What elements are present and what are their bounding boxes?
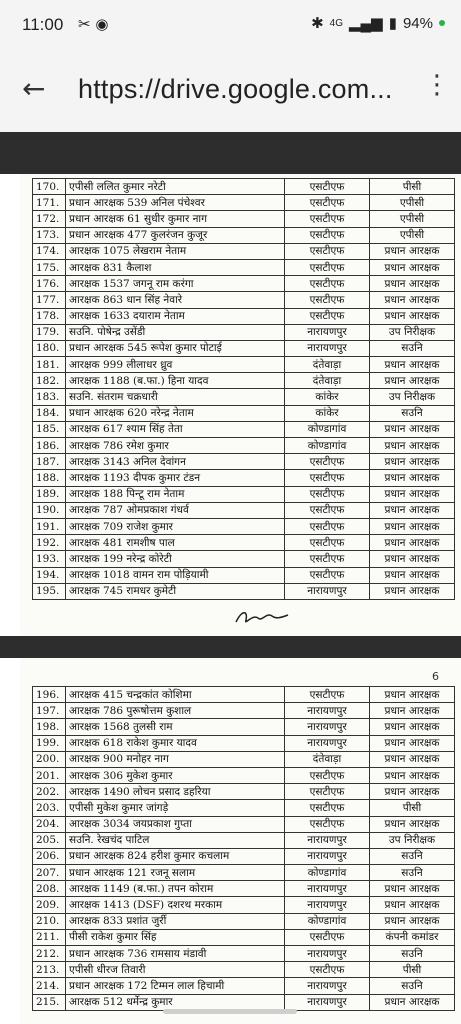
- signal-icon: ▂▄▆: [349, 15, 383, 32]
- serial-number: 189.: [33, 486, 66, 502]
- document-page-2: [20, 658, 461, 1024]
- unit-cell: एसटीएफ: [285, 227, 370, 243]
- name-cell: आरक्षक 306 मुकेश कुमार: [66, 767, 285, 783]
- serial-number: 197.: [33, 703, 66, 719]
- table-row: [33, 816, 455, 832]
- name-cell: एपीसी धीरज तिवारी: [66, 962, 285, 978]
- name-cell: आरक्षक 863 धान सिंह नेवारे: [66, 292, 285, 308]
- serial-number: 207.: [33, 865, 66, 881]
- serial-number: 188.: [33, 470, 66, 486]
- status-right: [311, 14, 445, 32]
- table-row: [33, 865, 455, 881]
- unit-cell: एसटीएफ: [285, 211, 370, 227]
- unit-cell: एसटीएफ: [285, 816, 370, 832]
- table-row: [33, 438, 455, 454]
- name-cell: आरक्षक 786 रमेश कुमार: [66, 438, 285, 454]
- designation-cell: प्रधान आरक्षक: [370, 913, 455, 929]
- serial-number: 177.: [33, 292, 66, 308]
- unit-cell: एसटीएफ: [285, 962, 370, 978]
- designation-cell: सउनि: [370, 405, 455, 421]
- designation-cell: प्रधान आरक्षक: [370, 897, 455, 913]
- table-row: [33, 848, 455, 864]
- designation-cell: पीसी: [370, 179, 455, 195]
- table-row: [33, 486, 455, 502]
- personnel-table-page-1: [32, 178, 455, 600]
- unit-cell: कोण्डागांव: [285, 865, 370, 881]
- name-cell: आरक्षक 1193 दीपक कुमार टंडन: [66, 470, 285, 486]
- unit-cell: कोण्डागांव: [285, 913, 370, 929]
- table-row: [33, 470, 455, 486]
- name-cell: एपीसी मुकेश कुमार जांगड़े: [66, 800, 285, 816]
- unit-cell: एसटीएफ: [285, 195, 370, 211]
- designation-cell: प्रधान आरक्षक: [370, 535, 455, 551]
- table-row: [33, 405, 455, 421]
- table-row: [33, 751, 455, 767]
- name-cell: प्रधान आरक्षक 61 सुधीर कुमार नाग: [66, 211, 285, 227]
- name-cell: आरक्षक 831 कैलाश: [66, 259, 285, 275]
- designation-cell: प्रधान आरक्षक: [370, 719, 455, 735]
- name-cell: आरक्षक 1490 लोचन प्रसाद डहरिया: [66, 784, 285, 800]
- designation-cell: प्रधान आरक्षक: [370, 784, 455, 800]
- name-cell: प्रधान आरक्षक 545 रूपेश कुमार पोटाई: [66, 340, 285, 356]
- serial-number: 190.: [33, 502, 66, 518]
- designation-cell: सउनि: [370, 340, 455, 356]
- unit-cell: एसटीएफ: [285, 292, 370, 308]
- table-row: [33, 195, 455, 211]
- name-cell: आरक्षक 512 धर्मेन्द्र कुमार: [66, 994, 285, 1010]
- serial-number: 187.: [33, 454, 66, 470]
- unit-cell: एसटीएफ: [285, 687, 370, 703]
- unit-cell: नारायणपुर: [285, 719, 370, 735]
- designation-cell: सउनि: [370, 978, 455, 994]
- unit-cell: एसटीएफ: [285, 243, 370, 259]
- table-row: [33, 535, 455, 551]
- serial-number: 178.: [33, 308, 66, 324]
- unit-cell: एसटीएफ: [285, 535, 370, 551]
- name-cell: प्रधान आरक्षक 824 हरीश कुमार कचलाम: [66, 848, 285, 864]
- designation-cell: प्रधान आरक्षक: [370, 751, 455, 767]
- name-cell: आरक्षक 833 प्रशांत जुर्री: [66, 913, 285, 929]
- table-row: [33, 340, 455, 356]
- designation-cell: प्रधान आरक्षक: [370, 486, 455, 502]
- table-row: [33, 978, 455, 994]
- status-time: 11:00: [22, 15, 64, 34]
- table-row: [33, 276, 455, 292]
- serial-number: 175.: [33, 259, 66, 275]
- designation-cell: पीसी: [370, 800, 455, 816]
- serial-number: 206.: [33, 848, 66, 864]
- unit-cell: एसटीएफ: [285, 518, 370, 534]
- name-cell: आरक्षक 3034 जयप्रकाश गुप्ता: [66, 816, 285, 832]
- more-menu-icon[interactable]: ⋮: [424, 70, 450, 100]
- serial-number: 200.: [33, 751, 66, 767]
- notification-icons: ✂ ◉: [78, 15, 109, 33]
- table-row: [33, 897, 455, 913]
- unit-cell: नारायणपुर: [285, 978, 370, 994]
- designation-cell: प्रधान आरक्षक: [370, 276, 455, 292]
- unit-cell: नारायणपुर: [285, 848, 370, 864]
- name-cell: आरक्षक 617 श्याम सिंह तेता: [66, 421, 285, 437]
- name-cell: आरक्षक 481 रामशीष पाल: [66, 535, 285, 551]
- table-row: [33, 389, 455, 405]
- table-row: [33, 243, 455, 259]
- serial-number: 212.: [33, 946, 66, 962]
- unit-cell: दंतेवाड़ा: [285, 751, 370, 767]
- designation-cell: प्रधान आरक्षक: [370, 551, 455, 567]
- serial-number: 196.: [33, 687, 66, 703]
- signature: [232, 604, 292, 634]
- serial-number: 199.: [33, 735, 66, 751]
- table-row: [33, 800, 455, 816]
- serial-number: 213.: [33, 962, 66, 978]
- serial-number: 170.: [33, 179, 66, 195]
- unit-cell: नारायणपुर: [285, 994, 370, 1010]
- table-row: [33, 308, 455, 324]
- name-cell: आरक्षक 787 ओमप्रकाश गंधर्व: [66, 502, 285, 518]
- unit-cell: कांकेर: [285, 405, 370, 421]
- name-cell: प्रधान आरक्षक 121 रजनू सलाम: [66, 865, 285, 881]
- serial-number: 211.: [33, 929, 66, 945]
- table-row: [33, 454, 455, 470]
- designation-cell: प्रधान आरक्षक: [370, 454, 455, 470]
- name-cell: आरक्षक 1568 तुलसी राम: [66, 719, 285, 735]
- table-row: [33, 832, 455, 848]
- unit-cell: एसटीएफ: [285, 179, 370, 195]
- table-row: [33, 259, 455, 275]
- table-row: [33, 735, 455, 751]
- serial-number: 172.: [33, 211, 66, 227]
- document-page-1: [20, 174, 461, 636]
- designation-cell: एपीसी: [370, 227, 455, 243]
- table-row: [33, 719, 455, 735]
- designation-cell: कंपनी कमांडर: [370, 929, 455, 945]
- name-cell: प्रधान आरक्षक 620 नरेन्द्र नेताम: [66, 405, 285, 421]
- serial-number: 180.: [33, 340, 66, 356]
- table-row: [33, 179, 455, 195]
- serial-number: 171.: [33, 195, 66, 211]
- browser-toolbar: [0, 52, 461, 132]
- unit-cell: दंतेवाड़ा: [285, 373, 370, 389]
- privacy-dot-icon: [439, 20, 445, 26]
- designation-cell: प्रधान आरक्षक: [370, 567, 455, 583]
- name-cell: आरक्षक 1149 (ब.फा.) तपन कोराम: [66, 881, 285, 897]
- designation-cell: प्रधान आरक्षक: [370, 259, 455, 275]
- page-number: 6: [432, 670, 439, 683]
- serial-number: 210.: [33, 913, 66, 929]
- unit-cell: एसटीएफ: [285, 784, 370, 800]
- name-cell: सउनि. पोषेन्द्र उसेंडी: [66, 324, 285, 340]
- table-row: [33, 324, 455, 340]
- designation-cell: प्रधान आरक्षक: [370, 735, 455, 751]
- bluetooth-icon: ✱: [311, 15, 324, 32]
- table-row: [33, 946, 455, 962]
- name-cell: आरक्षक 1018 वामन राम पोड़ियामी: [66, 567, 285, 583]
- unit-cell: दंतेवाड़ा: [285, 357, 370, 373]
- serial-number: 184.: [33, 405, 66, 421]
- serial-number: 215.: [33, 994, 66, 1010]
- serial-number: 195.: [33, 583, 66, 599]
- name-cell: प्रधान आरक्षक 172 टिम्मन लाल हिचामी: [66, 978, 285, 994]
- designation-cell: उप निरीक्षक: [370, 389, 455, 405]
- serial-number: 186.: [33, 438, 66, 454]
- unit-cell: कोण्डागांव: [285, 438, 370, 454]
- name-cell: आरक्षक 709 राजेश कुमार: [66, 518, 285, 534]
- viewer-divider: [0, 132, 461, 174]
- serial-number: 179.: [33, 324, 66, 340]
- table-row: [33, 767, 455, 783]
- unit-cell: नारायणपुर: [285, 832, 370, 848]
- name-cell: आरक्षक 900 मनोहर नाग: [66, 751, 285, 767]
- serial-number: 203.: [33, 800, 66, 816]
- table-row: [33, 994, 455, 1010]
- unit-cell: कांकेर: [285, 389, 370, 405]
- designation-cell: सउनि: [370, 865, 455, 881]
- unit-cell: नारायणपुर: [285, 881, 370, 897]
- table-row: [33, 357, 455, 373]
- name-cell: आरक्षक 188 पिन्टू राम नेताम: [66, 486, 285, 502]
- unit-cell: एसटीएफ: [285, 486, 370, 502]
- serial-number: 202.: [33, 784, 66, 800]
- personnel-table-page-2: [32, 686, 455, 1011]
- table-row: [33, 583, 455, 599]
- unit-cell: एसटीएफ: [285, 470, 370, 486]
- name-cell: आरक्षक 745 रामधर कुमेटी: [66, 583, 285, 599]
- serial-number: 194.: [33, 567, 66, 583]
- designation-cell: प्रधान आरक्षक: [370, 308, 455, 324]
- unit-cell: एसटीएफ: [285, 567, 370, 583]
- unit-cell: एसटीएफ: [285, 551, 370, 567]
- table-row: [33, 703, 455, 719]
- name-cell: आरक्षक 199 नरेन्द्र कोरेटी: [66, 551, 285, 567]
- serial-number: 176.: [33, 276, 66, 292]
- name-cell: एपीसी ललित कुमार नरेटी: [66, 179, 285, 195]
- designation-cell: प्रधान आरक्षक: [370, 816, 455, 832]
- url-text[interactable]: https://drive.google.com...: [78, 74, 393, 104]
- serial-number: 204.: [33, 816, 66, 832]
- table-row: [33, 227, 455, 243]
- designation-cell: सउनि: [370, 848, 455, 864]
- serial-number: 183.: [33, 389, 66, 405]
- designation-cell: एपीसी: [370, 211, 455, 227]
- table-row: [33, 502, 455, 518]
- battery-level: 94%: [402, 14, 433, 32]
- table-row: [33, 567, 455, 583]
- unit-cell: एसटीएफ: [285, 259, 370, 275]
- serial-number: 181.: [33, 357, 66, 373]
- name-cell: आरक्षक 3143 अनिल देवांगन: [66, 454, 285, 470]
- unit-cell: एसटीएफ: [285, 502, 370, 518]
- serial-number: 198.: [33, 719, 66, 735]
- back-arrow-icon[interactable]: ←: [22, 72, 46, 105]
- network-label: 4G: [329, 17, 343, 29]
- name-cell: आरक्षक 999 लीलाधर ध्रुव: [66, 357, 285, 373]
- serial-number: 191.: [33, 518, 66, 534]
- unit-cell: एसटीएफ: [285, 767, 370, 783]
- battery-icon: ▮: [388, 15, 397, 32]
- unit-cell: नारायणपुर: [285, 897, 370, 913]
- table-row: [33, 913, 455, 929]
- designation-cell: प्रधान आरक्षक: [370, 470, 455, 486]
- name-cell: प्रधान आरक्षक 539 अनिल पंचेश्वर: [66, 195, 285, 211]
- table-row: [33, 962, 455, 978]
- unit-cell: नारायणपुर: [285, 583, 370, 599]
- name-cell: आरक्षक 1413 (DSF) दशरथ मरकाम: [66, 897, 285, 913]
- unit-cell: नारायणपुर: [285, 946, 370, 962]
- unit-cell: नारायणपुर: [285, 735, 370, 751]
- serial-number: 193.: [33, 551, 66, 567]
- unit-cell: एसटीएफ: [285, 929, 370, 945]
- designation-cell: प्रधान आरक्षक: [370, 994, 455, 1010]
- serial-number: 192.: [33, 535, 66, 551]
- table-row: [33, 211, 455, 227]
- serial-number: 201.: [33, 767, 66, 783]
- unit-cell: एसटीएफ: [285, 454, 370, 470]
- designation-cell: प्रधान आरक्षक: [370, 502, 455, 518]
- serial-number: 208.: [33, 881, 66, 897]
- name-cell: आरक्षक 618 राकेश कुमार यादव: [66, 735, 285, 751]
- name-cell: सउनि. रेखचंद पाटिल: [66, 832, 285, 848]
- designation-cell: उप निरीक्षक: [370, 832, 455, 848]
- serial-number: 174.: [33, 243, 66, 259]
- designation-cell: एपीसी: [370, 195, 455, 211]
- table-row: [33, 881, 455, 897]
- table-row: [33, 551, 455, 567]
- serial-number: 205.: [33, 832, 66, 848]
- name-cell: आरक्षक 786 पुरूषोत्तम कुशाल: [66, 703, 285, 719]
- table-row: [33, 687, 455, 703]
- name-cell: आरक्षक 1633 दयाराम नेताम: [66, 308, 285, 324]
- serial-number: 173.: [33, 227, 66, 243]
- serial-number: 209.: [33, 897, 66, 913]
- unit-cell: एसटीएफ: [285, 308, 370, 324]
- table-row: [33, 929, 455, 945]
- designation-cell: प्रधान आरक्षक: [370, 373, 455, 389]
- unit-cell: एसटीएफ: [285, 800, 370, 816]
- serial-number: 185.: [33, 421, 66, 437]
- designation-cell: प्रधान आरक्षक: [370, 881, 455, 897]
- name-cell: आरक्षक 1188 (ब.फा.) हिना यादव: [66, 373, 285, 389]
- unit-cell: एसटीएफ: [285, 276, 370, 292]
- unit-cell: नारायणपुर: [285, 340, 370, 356]
- name-cell: आरक्षक 1537 जगनू राम करंगा: [66, 276, 285, 292]
- table-row: [33, 292, 455, 308]
- serial-number: 214.: [33, 978, 66, 994]
- unit-cell: नारायणपुर: [285, 324, 370, 340]
- designation-cell: प्रधान आरक्षक: [370, 292, 455, 308]
- designation-cell: प्रधान आरक्षक: [370, 243, 455, 259]
- name-cell: आरक्षक 415 चन्द्रकांत कोशिमा: [66, 687, 285, 703]
- designation-cell: प्रधान आरक्षक: [370, 518, 455, 534]
- designation-cell: प्रधान आरक्षक: [370, 703, 455, 719]
- designation-cell: प्रधान आरक्षक: [370, 687, 455, 703]
- name-cell: पीसी राकेश कुमार सिंह: [66, 929, 285, 945]
- designation-cell: प्रधान आरक्षक: [370, 357, 455, 373]
- name-cell: प्रधान आरक्षक 736 रामसाय मंडावी: [66, 946, 285, 962]
- table-row: [33, 421, 455, 437]
- unit-cell: कोण्डागांव: [285, 421, 370, 437]
- name-cell: प्रधान आरक्षक 477 कुलरंजन कुजूर: [66, 227, 285, 243]
- name-cell: आरक्षक 1075 लेखराम नेताम: [66, 243, 285, 259]
- table-row: [33, 784, 455, 800]
- designation-cell: पीसी: [370, 962, 455, 978]
- home-indicator[interactable]: [163, 1009, 297, 1014]
- designation-cell: प्रधान आरक्षक: [370, 583, 455, 599]
- serial-number: 182.: [33, 373, 66, 389]
- designation-cell: प्रधान आरक्षक: [370, 438, 455, 454]
- designation-cell: प्रधान आरक्षक: [370, 767, 455, 783]
- designation-cell: प्रधान आरक्षक: [370, 421, 455, 437]
- designation-cell: उप निरीक्षक: [370, 324, 455, 340]
- status-bar: [0, 0, 461, 52]
- table-row: [33, 518, 455, 534]
- page-gap: [0, 636, 461, 658]
- name-cell: सउनि. संतराम चक्रधारी: [66, 389, 285, 405]
- designation-cell: सउनि: [370, 946, 455, 962]
- unit-cell: नारायणपुर: [285, 703, 370, 719]
- table-row: [33, 373, 455, 389]
